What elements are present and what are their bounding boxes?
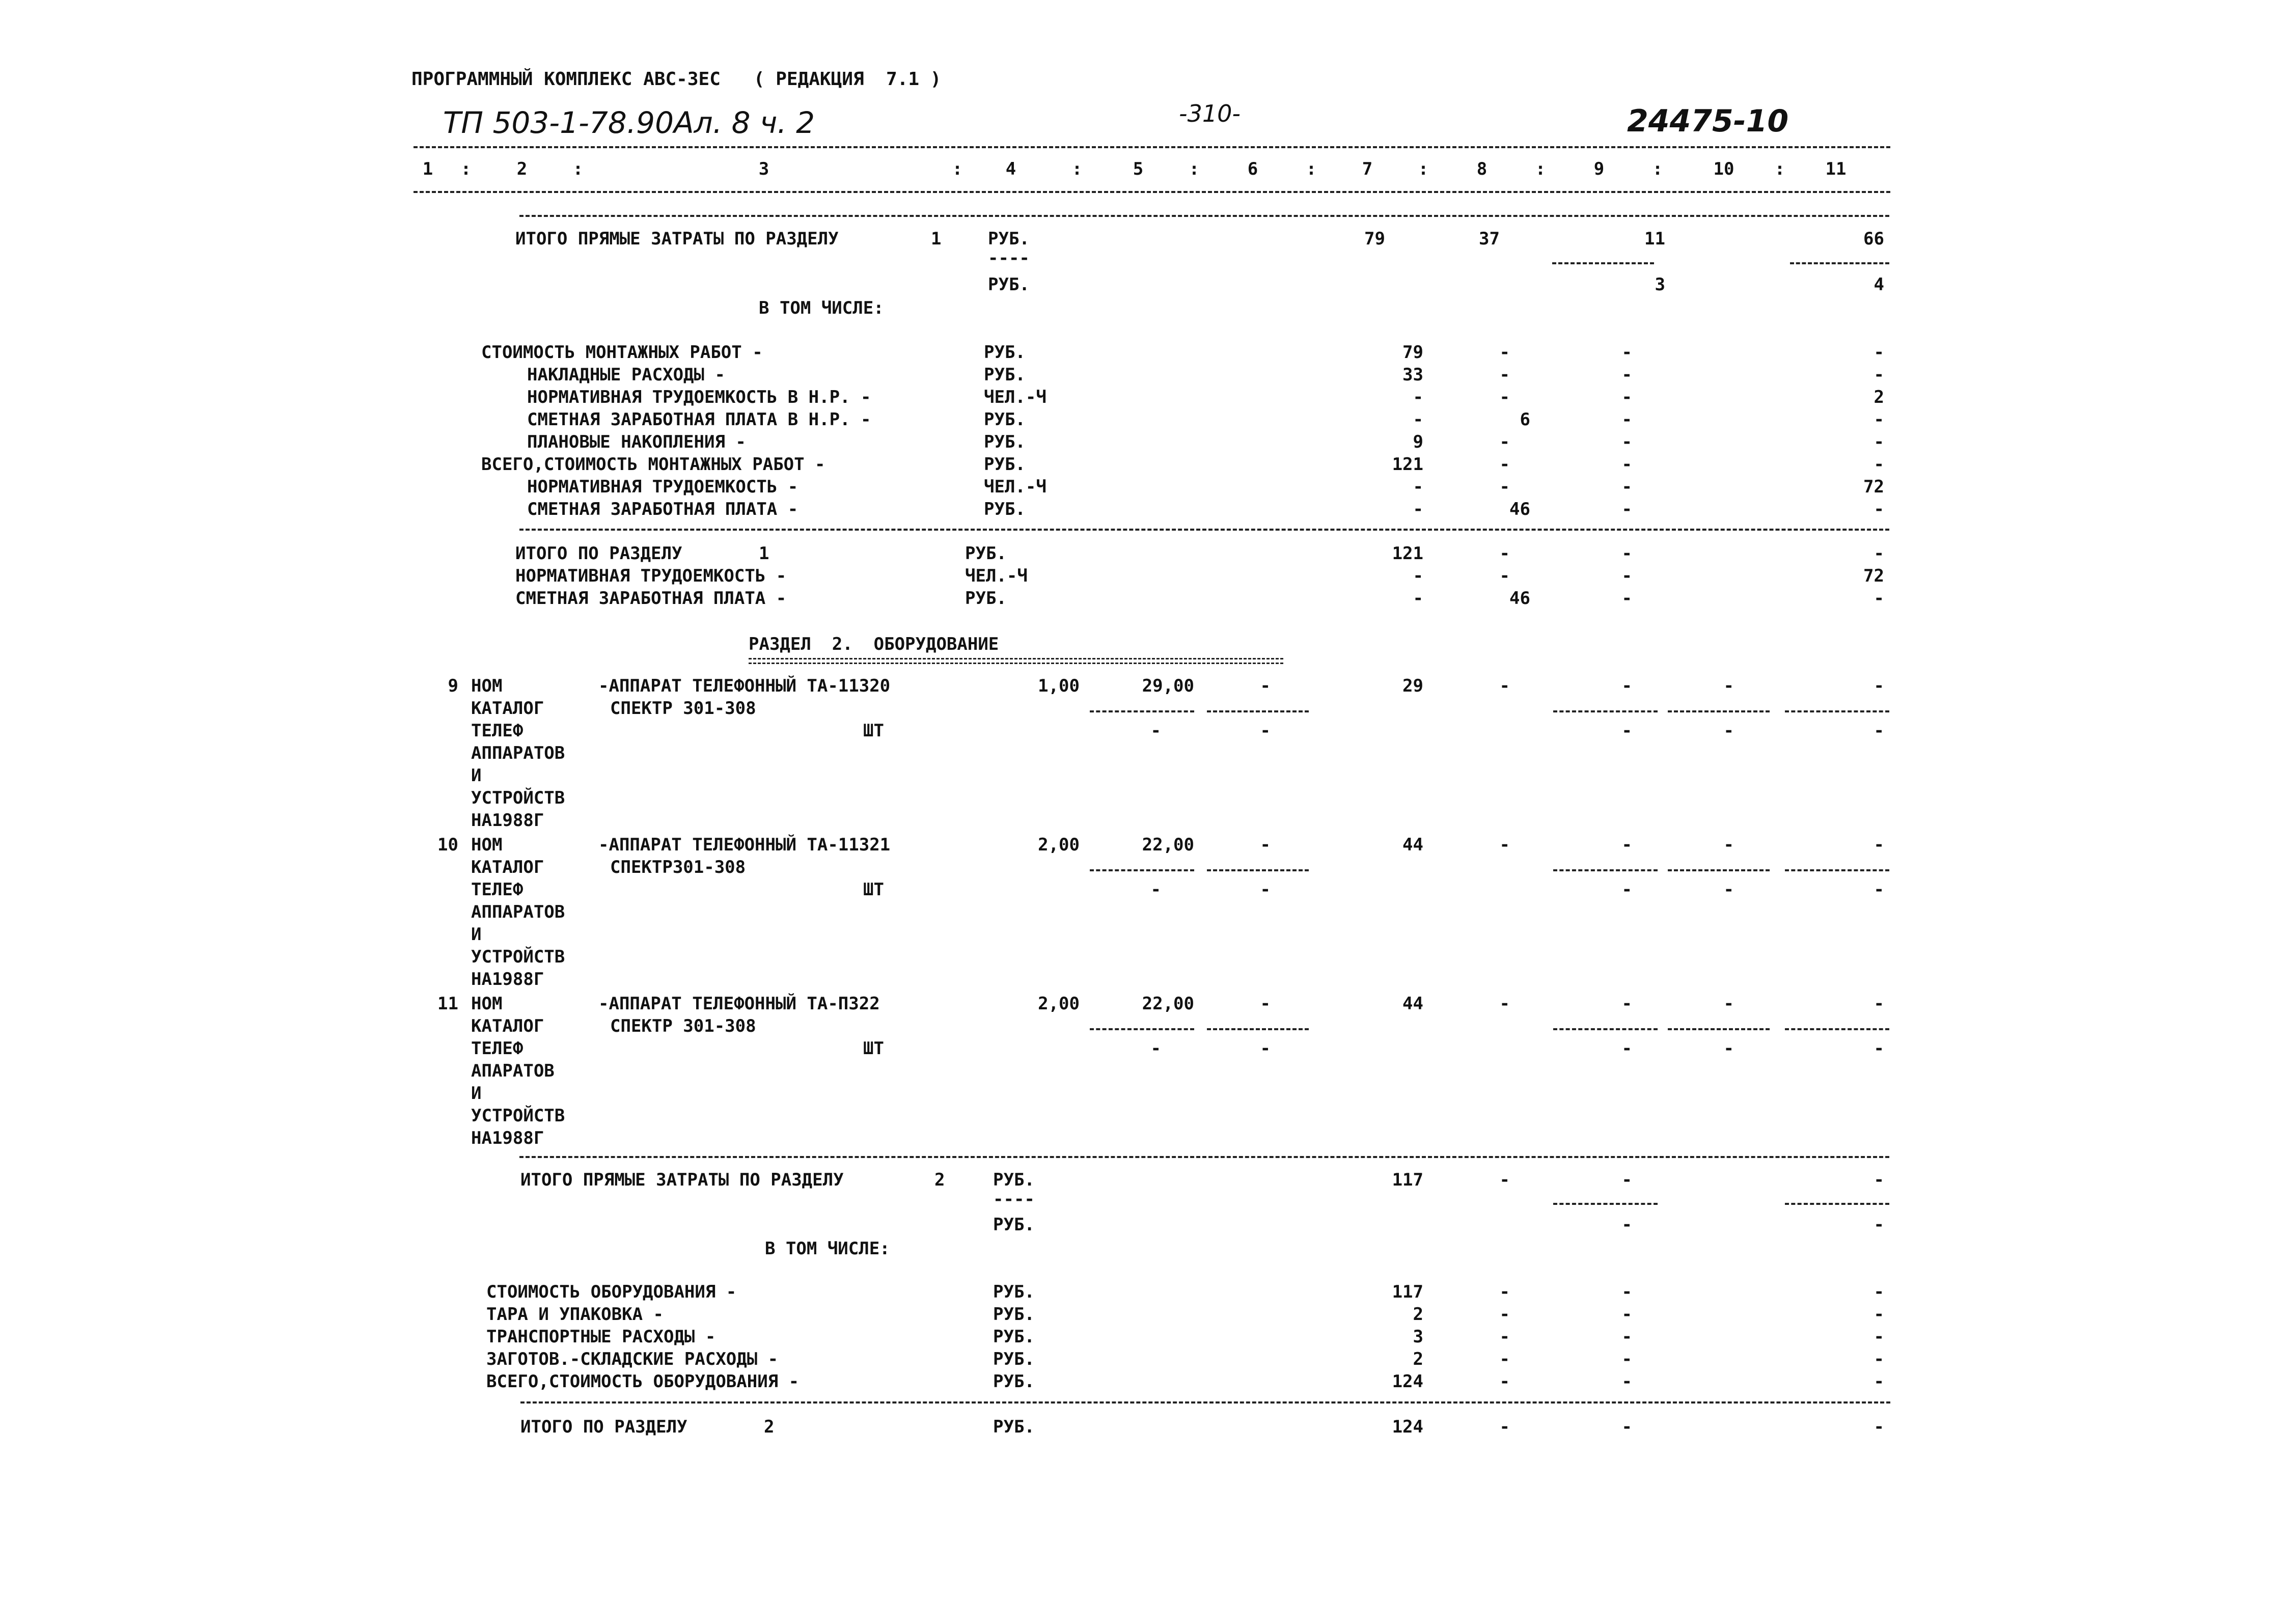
item-name: -АППАРАТ ТЕЛЕФОННЫЙ ТА-11321	[598, 835, 891, 855]
sec1-row-c7: -	[1413, 409, 1423, 430]
sec2-row-unit: РУБ.	[993, 1349, 1035, 1369]
column-header-16: :	[1535, 159, 1546, 179]
item-frac-rule-6	[1207, 710, 1309, 712]
item-basis-line: И	[471, 765, 482, 786]
sec1-row-c7: -	[1413, 477, 1423, 497]
sec1-row-c9: -	[1621, 432, 1632, 452]
item-frac-rule-9	[1553, 869, 1658, 871]
sec2-row-c7: 2	[1413, 1349, 1423, 1369]
item-price: 22,00	[1142, 994, 1194, 1014]
sec1-total-unit: РУБ.	[988, 229, 1030, 249]
sec1-final-label: ИТОГО ПО РАЗДЕЛУ	[515, 543, 682, 564]
sec2-total-c7: 117	[1392, 1170, 1423, 1190]
item-price: 29,00	[1142, 676, 1194, 696]
sec1-final-c8: 46	[1509, 588, 1530, 609]
item-lower-c11: -	[1874, 879, 1884, 900]
item-frac-rule-10	[1668, 710, 1770, 712]
sec2-row-c9: -	[1621, 1371, 1632, 1392]
sec1-final-c7: 121	[1392, 543, 1423, 564]
column-header-19: 10	[1713, 159, 1734, 179]
column-header-15: 8	[1476, 159, 1488, 179]
sec1-final-num: 1	[759, 543, 769, 564]
item-lower-c9: -	[1621, 721, 1632, 741]
sec2-total-c9-sub: -	[1621, 1215, 1632, 1235]
item-lower-c5: -	[1150, 721, 1161, 741]
sec2-row-c11: -	[1874, 1282, 1884, 1302]
item-basis-line: НА1988Г	[471, 969, 544, 989]
sec1-row-label: ВСЕГО,СТОИМОСТЬ МОНТАЖНЫХ РАБОТ -	[481, 454, 825, 475]
item-lower-c6: -	[1260, 879, 1271, 900]
sec1-row-label: НАКЛАДНЫЕ РАСХОДЫ -	[527, 365, 725, 385]
sec1-row-c8: -	[1499, 454, 1510, 475]
sec1-final-c8: -	[1499, 566, 1510, 586]
column-header-1: 1	[422, 159, 433, 179]
sec1-row-c11: -	[1874, 342, 1884, 363]
item-frac-rule-9	[1553, 710, 1658, 712]
item-unit: ШТ	[863, 721, 884, 741]
sec1-row-c7: -	[1413, 499, 1423, 519]
item-basis-line: АППАРАТОВ	[471, 902, 565, 922]
inventory-number: 24475-10	[1627, 103, 1789, 139]
item-basis-line: АПАРАТОВ	[471, 1061, 555, 1081]
header-bottom-rule-2	[519, 215, 1889, 217]
sec1-row-c7: 79	[1402, 342, 1423, 363]
item-qty: 1,00	[1038, 676, 1080, 696]
item-basis-line: НОМ	[471, 835, 503, 855]
sec1-total-unit-dash: ----	[988, 248, 1030, 268]
sec2-total-label: ИТОГО ПРЯМЫЕ ЗАТРАТЫ ПО РАЗДЕЛУ	[520, 1170, 844, 1190]
item-c6: -	[1260, 994, 1271, 1014]
item-lower-c6: -	[1260, 1038, 1271, 1059]
item-price: 22,00	[1142, 835, 1194, 855]
item-name-cont: СПЕКТР301-308	[610, 857, 746, 877]
item-lower-c5: -	[1150, 1038, 1161, 1059]
sec1-row-c11: -	[1874, 365, 1884, 385]
sec2-final-label: ИТОГО ПО РАЗДЕЛУ	[520, 1417, 687, 1437]
item-frac-rule-10	[1668, 1028, 1770, 1030]
item-basis-line: И	[471, 1083, 482, 1104]
sec2-row-c8: -	[1499, 1349, 1510, 1369]
item-c7: 44	[1402, 835, 1423, 855]
item-number: 10	[437, 835, 458, 855]
item-c10: -	[1723, 994, 1734, 1014]
item-number: 9	[448, 676, 458, 696]
sec1-final-c11: 72	[1863, 566, 1884, 586]
sec2-row-c11: -	[1874, 1327, 1884, 1347]
sec1-row-c8: -	[1499, 432, 1510, 452]
sec1-row-c11: 72	[1863, 477, 1884, 497]
item-lower-c5: -	[1150, 879, 1161, 900]
sec1-final-c7: -	[1413, 588, 1423, 609]
item-basis-line: УСТРОЙСТВ	[471, 947, 565, 967]
item-frac-rule-5	[1090, 710, 1194, 712]
sec1-row-unit: РУБ.	[984, 454, 1026, 475]
section2-title: РАЗДЕЛ 2. ОБОРУДОВАНИЕ	[749, 634, 999, 654]
column-header-5: 3	[758, 159, 769, 179]
sec2-row-c11: -	[1874, 1349, 1884, 1369]
item-unit: ШТ	[863, 1038, 884, 1059]
sec2-row-c7: 3	[1413, 1327, 1423, 1347]
sec2-row-label: СТОИМОСТЬ ОБОРУДОВАНИЯ -	[486, 1282, 737, 1302]
sec2-row-label: ТАРА И УПАКОВКА -	[486, 1304, 664, 1325]
item-name: -АППАРАТ ТЕЛЕФОННЫЙ ТА-П322	[598, 994, 880, 1014]
item-basis-line: УСТРОЙСТВ	[471, 788, 565, 808]
item-c11: -	[1874, 994, 1884, 1014]
sec2-row-c7: 124	[1392, 1371, 1423, 1392]
sec1-row-c9: -	[1621, 477, 1632, 497]
column-header-13: 7	[1362, 159, 1373, 179]
item-frac-rule-6	[1207, 1028, 1309, 1030]
section2-title-rule	[749, 658, 1283, 664]
sec1-row-unit: РУБ.	[984, 499, 1026, 519]
item-c8: -	[1499, 676, 1510, 696]
item-c9: -	[1621, 676, 1632, 696]
sec1-final-unit: ЧЕЛ.-Ч	[965, 566, 1028, 586]
item-basis-line: НОМ	[471, 994, 503, 1014]
header-bottom-rule	[414, 191, 1890, 193]
column-header-18: :	[1652, 159, 1663, 179]
sec2-row-c9: -	[1621, 1349, 1632, 1369]
column-header-12: :	[1306, 159, 1317, 179]
item-name-cont: СПЕКТР 301-308	[610, 698, 756, 719]
item-lower-c10: -	[1723, 721, 1734, 741]
column-header-8: :	[1071, 159, 1083, 179]
sec2-row-c7: 117	[1392, 1282, 1423, 1302]
item-basis-line: И	[471, 924, 482, 945]
item-frac-rule-10	[1668, 869, 1770, 871]
sec1-row-c9: -	[1621, 342, 1632, 363]
item-c10: -	[1723, 676, 1734, 696]
sec1-total-unit2: РУБ.	[988, 274, 1030, 295]
sec1-row-c9: -	[1621, 365, 1632, 385]
item-lower-c11: -	[1874, 1038, 1884, 1059]
item-basis-line: НА1988Г	[471, 810, 544, 831]
sec1-row-unit: РУБ.	[984, 432, 1026, 452]
item-lower-c11: -	[1874, 721, 1884, 741]
item-c11: -	[1874, 676, 1884, 696]
sec2-total-unit: РУБ.	[993, 1170, 1035, 1190]
sec1-row-unit: ЧЕЛ.-Ч	[984, 477, 1046, 497]
column-header-7: 4	[1005, 159, 1016, 179]
sec1-row-c9: -	[1621, 499, 1632, 519]
column-header-6: :	[952, 159, 963, 179]
sec1-total-c11-frac	[1790, 262, 1889, 264]
item-basis-line: КАТАЛОГ	[471, 698, 544, 719]
item-basis-line: ТЕЛЕФ	[471, 1038, 524, 1059]
sec1-row-c8: -	[1499, 365, 1510, 385]
sec1-final-c8: -	[1499, 543, 1510, 564]
sec1-total-c9-sub: 3	[1655, 274, 1665, 295]
item-qty: 2,00	[1038, 994, 1080, 1014]
item-frac-rule-5	[1090, 869, 1194, 871]
sec2-items-rule	[519, 1156, 1889, 1158]
sec2-final-num: 2	[764, 1417, 775, 1437]
sec1-final-unit: РУБ.	[965, 588, 1007, 609]
sec2-final-c9: -	[1621, 1417, 1632, 1437]
item-basis-line: КАТАЛОГ	[471, 1016, 544, 1036]
sec2-row-c11: -	[1874, 1304, 1884, 1325]
sec2-total-unit2: РУБ.	[993, 1215, 1035, 1235]
sec1-final-c7: -	[1413, 566, 1423, 586]
item-c8: -	[1499, 994, 1510, 1014]
sec2-row-label: ТРАНСПОРТНЫЕ РАСХОДЫ -	[486, 1327, 716, 1347]
sec1-total-c9: 11	[1644, 229, 1665, 249]
sec1-row-c7: -	[1413, 387, 1423, 407]
item-basis-line: КАТАЛОГ	[471, 857, 544, 877]
item-lower-c10: -	[1723, 1038, 1734, 1059]
sec1-row-unit: РУБ.	[984, 409, 1026, 430]
sec1-final-c9: -	[1621, 566, 1632, 586]
sec2-row-unit: РУБ.	[993, 1304, 1035, 1325]
sec2-total-c11-frac	[1785, 1203, 1889, 1205]
sec1-rule	[519, 529, 1889, 531]
item-c8: -	[1499, 835, 1510, 855]
item-number: 11	[437, 994, 458, 1014]
sec2-row-c8: -	[1499, 1371, 1510, 1392]
sec1-row-label: НОРМАТИВНАЯ ТРУДОЕМКОСТЬ В Н.Р. -	[527, 387, 871, 407]
sec2-final-c11: -	[1874, 1417, 1884, 1437]
column-header-14: :	[1418, 159, 1429, 179]
sec1-row-c7: 33	[1402, 365, 1423, 385]
sec2-row-c9: -	[1621, 1304, 1632, 1325]
item-basis-line: ТЕЛЕФ	[471, 721, 524, 741]
sec1-row-c7: 121	[1392, 454, 1423, 475]
sec1-row-unit: РУБ.	[984, 342, 1026, 363]
sec2-row-unit: РУБ.	[993, 1282, 1035, 1302]
item-lower-c9: -	[1621, 879, 1632, 900]
column-header-2: :	[460, 159, 472, 179]
item-basis-line: АППАРАТОВ	[471, 743, 565, 763]
sec2-row-c9: -	[1621, 1327, 1632, 1347]
column-header-3: 2	[516, 159, 528, 179]
sec2-row-unit: РУБ.	[993, 1371, 1035, 1392]
sec1-final-c9: -	[1621, 588, 1632, 609]
item-c7: 44	[1402, 994, 1423, 1014]
item-lower-c9: -	[1621, 1038, 1632, 1059]
sec1-row-c8: -	[1499, 477, 1510, 497]
sec2-row-c11: -	[1874, 1371, 1884, 1392]
sec1-total-c7: 79	[1364, 229, 1385, 249]
item-c9: -	[1621, 994, 1632, 1014]
item-frac-rule-11	[1785, 1028, 1889, 1030]
item-frac-rule-11	[1785, 710, 1889, 712]
item-unit: ШТ	[863, 879, 884, 900]
item-frac-rule-5	[1090, 1028, 1194, 1030]
item-name: -АППАРАТ ТЕЛЕФОННЫЙ ТА-11320	[598, 676, 891, 696]
sec1-row-label: НОРМАТИВНАЯ ТРУДОЕМКОСТЬ -	[527, 477, 798, 497]
item-frac-rule-11	[1785, 869, 1889, 871]
sec1-row-c8: -	[1499, 387, 1510, 407]
column-header-11: 6	[1247, 159, 1258, 179]
sec2-rule	[520, 1401, 1890, 1403]
sec2-row-label: ЗАГОТОВ.-СКЛАДСКИЕ РАСХОДЫ -	[486, 1349, 779, 1369]
sec1-final-row-label: НОРМАТИВНАЯ ТРУДОЕМКОСТЬ -	[515, 566, 787, 586]
sec2-row-c8: -	[1499, 1327, 1510, 1347]
sec1-row-c9: -	[1621, 454, 1632, 475]
item-frac-rule-6	[1207, 869, 1309, 871]
sec2-total-unit-dash: ----	[993, 1189, 1035, 1209]
sec2-row-c9: -	[1621, 1282, 1632, 1302]
column-header-9: 5	[1133, 159, 1144, 179]
sec2-final-c7: 124	[1392, 1417, 1423, 1437]
sec2-total-c8: -	[1499, 1170, 1510, 1190]
item-basis-line: НА1988Г	[471, 1128, 544, 1148]
sec1-row-c11: -	[1874, 499, 1884, 519]
sec1-row-c11: -	[1874, 432, 1884, 452]
item-basis-line: ТЕЛЕФ	[471, 879, 524, 900]
sec2-total-c11: -	[1874, 1170, 1884, 1190]
sec2-total-c11-sub: -	[1874, 1215, 1884, 1235]
column-header-21: 11	[1825, 159, 1847, 179]
item-lower-c10: -	[1723, 879, 1734, 900]
sec2-row-c8: -	[1499, 1304, 1510, 1325]
sec1-final-c11: -	[1874, 543, 1884, 564]
sec1-row-c7: 9	[1413, 432, 1423, 452]
sec1-row-unit: ЧЕЛ.-Ч	[984, 387, 1046, 407]
page-number: -310-	[1179, 100, 1241, 127]
sec1-final-unit: РУБ.	[965, 543, 1007, 564]
sec1-row-c11: 2	[1874, 387, 1884, 407]
item-name-cont: СПЕКТР 301-308	[610, 1016, 756, 1036]
sec2-final-unit: РУБ.	[993, 1417, 1035, 1437]
sec1-row-c8: 46	[1509, 499, 1530, 519]
sec2-incl-label: В ТОМ ЧИСЛЕ:	[765, 1238, 890, 1259]
header-top-rule	[414, 146, 1890, 148]
sec1-total-c11: 66	[1863, 229, 1884, 249]
sec1-row-c11: -	[1874, 409, 1884, 430]
document-code: ТП 503-1-78.90Ал. 8 ч. 2	[443, 105, 815, 140]
sec1-row-c9: -	[1621, 387, 1632, 407]
item-qty: 2,00	[1038, 835, 1080, 855]
item-frac-rule-9	[1553, 1028, 1658, 1030]
sec1-final-c9: -	[1621, 543, 1632, 564]
item-basis-line: УСТРОЙСТВ	[471, 1106, 565, 1126]
sec2-row-unit: РУБ.	[993, 1327, 1035, 1347]
sec2-total-c9-frac	[1553, 1203, 1658, 1205]
program-header: ПРОГРАММНЫЙ КОМПЛЕКС АВС-3ЕС ( РЕДАКЦИЯ 7.1 )	[411, 69, 942, 90]
sec1-total-c8: 37	[1479, 229, 1500, 249]
sec2-total-c9: -	[1621, 1170, 1632, 1190]
sec2-row-label: ВСЕГО,СТОИМОСТЬ ОБОРУДОВАНИЯ -	[486, 1371, 800, 1392]
sec1-row-label: СТОИМОСТЬ МОНТАЖНЫХ РАБОТ -	[481, 342, 763, 363]
sec1-row-c8: 6	[1520, 409, 1530, 430]
sec1-final-c11: -	[1874, 588, 1884, 609]
item-basis-line: НОМ	[471, 676, 503, 696]
item-c6: -	[1260, 676, 1271, 696]
sec1-total-c11-sub: 4	[1874, 274, 1884, 295]
sec1-total-label: ИТОГО ПРЯМЫЕ ЗАТРАТЫ ПО РАЗДЕЛУ	[515, 229, 839, 249]
column-header-17: 9	[1593, 159, 1605, 179]
sec2-row-c8: -	[1499, 1282, 1510, 1302]
item-c11: -	[1874, 835, 1884, 855]
sec2-row-c7: 2	[1413, 1304, 1423, 1325]
item-lower-c6: -	[1260, 721, 1271, 741]
item-c7: 29	[1402, 676, 1423, 696]
sec1-incl-label: В ТОМ ЧИСЛЕ:	[759, 298, 884, 318]
sec1-row-label: СМЕТНАЯ ЗАРАБОТНАЯ ПЛАТА В Н.Р. -	[527, 409, 871, 430]
sec2-total-num: 2	[934, 1170, 945, 1190]
sec1-row-c11: -	[1874, 454, 1884, 475]
item-c10: -	[1723, 835, 1734, 855]
item-c6: -	[1260, 835, 1271, 855]
column-header-20: :	[1774, 159, 1785, 179]
column-header-10: :	[1189, 159, 1200, 179]
sec1-row-c8: -	[1499, 342, 1510, 363]
sec1-total-c9-frac	[1552, 262, 1654, 264]
sec1-total-num: 1	[931, 229, 942, 249]
sec1-final-row-label: СМЕТНАЯ ЗАРАБОТНАЯ ПЛАТА -	[515, 588, 787, 609]
sec1-row-label: ПЛАНОВЫЕ НАКОПЛЕНИЯ -	[527, 432, 746, 452]
sec1-row-c9: -	[1621, 409, 1632, 430]
sec2-final-c8: -	[1499, 1417, 1510, 1437]
sec1-row-label: СМЕТНАЯ ЗАРАБОТНАЯ ПЛАТА -	[527, 499, 798, 519]
sec1-row-unit: РУБ.	[984, 365, 1026, 385]
item-c9: -	[1621, 835, 1632, 855]
column-header-4: :	[572, 159, 584, 179]
